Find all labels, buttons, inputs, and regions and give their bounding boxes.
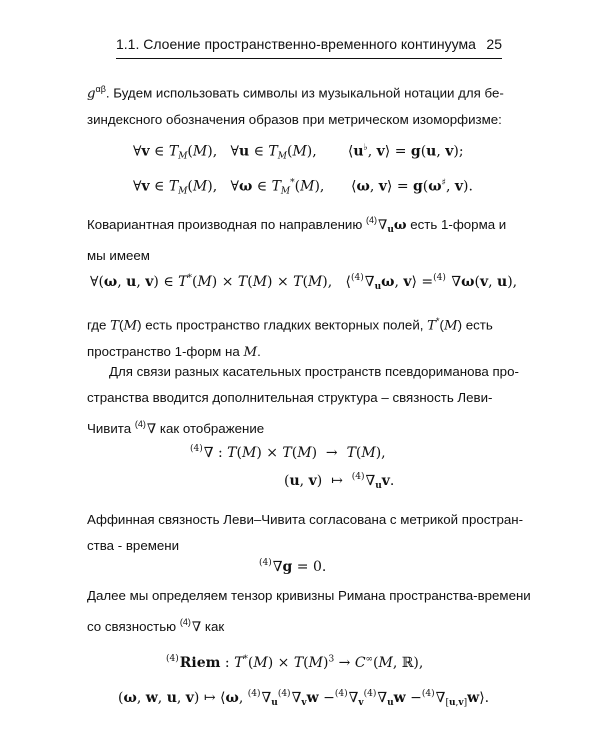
paragraph-3: где T(M) есть пространство гладких векторных полей, T*(M) есть пространство 1-форм на M. <box>87 316 493 361</box>
equation-connection-action: (u, v) ↦ $^{(4)}\nabla_uv$. <box>284 472 395 491</box>
equation-covariant-derivative: ∀(ω, u, v) ∈ T*(M) × T(M) × T(M), $⟨^{(4)}\nabla_u\omega$, v⟩ =$^{(4)}$ ∇ω(v, u), <box>90 273 518 292</box>
metric-superscript: αβ <box>95 84 106 94</box>
p3-line2-a: пространство 1-форм на <box>87 344 240 360</box>
p2-line1-tail: есть 1-форма и <box>410 217 507 232</box>
p4-line2: странства вводится дополнительная структура – связность Леви- <box>87 390 493 405</box>
p3-line1-b: есть пространство гладких векторных полей, <box>145 317 424 333</box>
p6-line1: Далее мы определяем тензор кривизны Римана пространства-времени <box>87 588 531 603</box>
running-title: 1.1. Слоение пространственно-временного континуума <box>116 36 476 52</box>
equation-riemann-definition: $^{(4)}$Riem : $T^*(M) \times T(M)^3 \to C^\infty(M$, ℝ), <box>166 654 424 671</box>
p5-line1: Аффинная связность Леви–Чивита согласована с метрикой простран- <box>87 512 524 527</box>
equation-flat: ∀v ∈ $T_M(M)$, ∀u ∈ $T_M(M)$, ⟨u♭, v⟩ = g(u, v); <box>133 143 464 162</box>
p2-line1-text: Ковариантная производная по направлению <box>87 217 363 232</box>
header-rule <box>116 58 502 59</box>
paragraph-2: Ковариантная производная по направлению $^{(4)}\nabla_u\omega$ есть 1-форма и мы имеем <box>87 207 497 269</box>
p3-line1-c: есть <box>465 317 493 333</box>
equation-sharp: ∀v ∈ $T_M(M)$, ∀ω ∈ $T_M^*(M)$, ⟨ω, v⟩ = g(ω♯, v). <box>133 178 473 197</box>
equation-riemann-action: (ω, w, u, v) ↦ ⟨ω, $^{(4)}\nabla_u^{(4)}\nabla_vw -^{(4)}\nabla_v^{(4)}\nabla_uw$ $-^{(4)}\nabla_{[u,v]}w⟩$. <box>118 689 490 708</box>
p4-line1: Для связи разных касательных пространств псевдориманова про- <box>109 364 519 379</box>
p1-line2: зиндексного обозначения образов при метрическом изоморфизме: <box>87 112 502 128</box>
p4-line3-b: как отображение <box>159 421 265 436</box>
page-header <box>116 36 502 58</box>
equation-metric-compatibility: $^{(4)}$∇g = 0. <box>259 558 327 575</box>
paragraph-5 <box>87 507 524 559</box>
p3-line1-a: где <box>87 317 107 333</box>
paragraph-6: Далее мы определяем тензор кривизны Римана пространства-времени со связностью $^{(4)}$∇ как <box>87 583 497 641</box>
riem-symbol: Riem <box>179 655 221 671</box>
equation-connection-map: $^{(4)}$∇ : T(M) × T(M) → T(M), <box>190 444 386 461</box>
metric-symbol: g <box>87 86 96 102</box>
paragraph-1 <box>87 76 504 133</box>
p2-line2: мы имеем <box>87 248 150 263</box>
page-number: 25 <box>486 36 502 52</box>
p1-line1-text: . Будем использовать символы из музыкальной нотации для бе- <box>105 85 504 101</box>
p5-line2: ства - времени <box>87 538 180 553</box>
superscript-4: (4) <box>366 215 378 225</box>
p6-line2-a: со связностью <box>87 619 177 634</box>
p6-line2-b: как <box>204 619 225 634</box>
paragraph-4: Для связи разных касательных пространств псевдориманова про- странства вводится дополнительная структура – связность Леви- Чивита $^{(4)}$∇ как отображение <box>87 359 497 443</box>
p4-line3-a: Чивита <box>87 421 132 436</box>
